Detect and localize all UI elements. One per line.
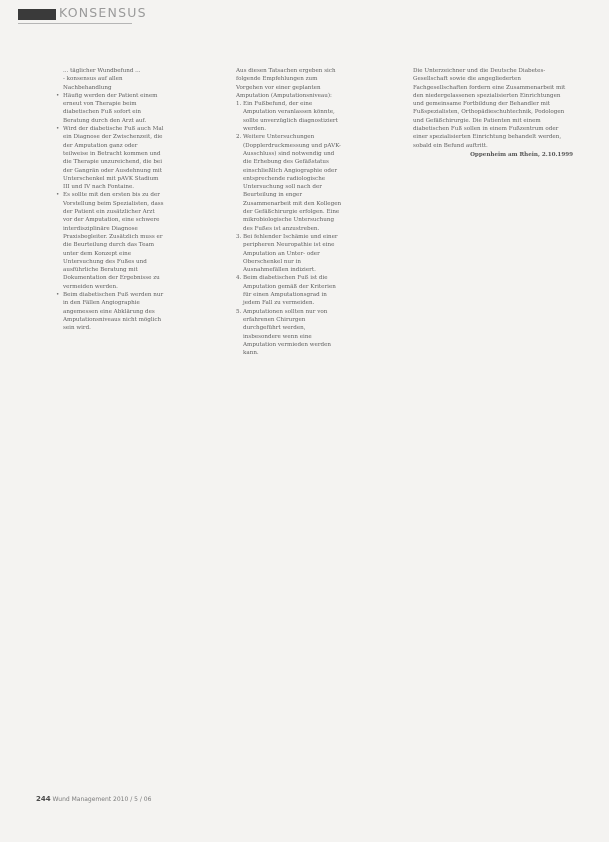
list-item: • Wird der diabetische Fuß auch Mal ein Diagnose der Zwischenzeit, die der Amputation ganz oder teilweise in Betracht kommen und die Therapie unzureichend, die bei der Gangrän oder Ausdehnung mit Unterschenkel mit pAVK Stadium III und IV nach Fontaine. (56, 125, 164, 191)
numbered-item (236, 133, 342, 233)
list-item: • Häufig werden der Patient einem erneut von Therapie beim diabetischen Fuß sofort ein Beratung durch den Arzt auf. (56, 92, 164, 125)
text-column-left (56, 67, 164, 333)
numbered-item (236, 100, 342, 133)
text-column-middle (236, 67, 342, 357)
section-title: KONSENSUS (59, 5, 147, 20)
page-number: 244 (36, 795, 51, 803)
numbered-item (236, 233, 342, 274)
item-number: 3. (236, 233, 242, 240)
journal-citation: Wund Management 2010 / 5 / 06 (52, 796, 152, 803)
page-footer (36, 795, 151, 803)
list-item: ... täglicher Wundbefund ... (63, 68, 141, 74)
item-number: 4. (236, 275, 242, 282)
item-text: Amputationen sollten nur von erfahrenen Chirurgen durchgeführt werden, insbesondere wenn eine Amputation vermieden werden kann. (243, 308, 331, 357)
item-number: 1. (236, 101, 242, 108)
item-text: Weitere Untersuchungen (Dopplerdruckmessung und pAVK-Ausschluss) sind notwendig und die Erhebung des Gefäßstatus einschließlich Angiographie oder entsprechende radiologische Untersuchung soll nach der Beurteilung in enger Zusammenarbeit mit den Kollegen der Gefäßchirurgie erfolgen. Eine mikrobiologische Untersuchung des Fußes ist anzustreben. (243, 134, 342, 232)
item-text: Bei fehlender Ischämie und einer peripheren Neuropathie ist eine Amputation an Unter- oder Oberschenkel nur in Ausnahmefällen indiziert. (243, 233, 338, 274)
numbered-item (236, 274, 342, 307)
signoff-place-date: Oppenheim am Rhein, 2.10.1999 (470, 151, 573, 158)
list-item: - konsensus auf allen Nachbehandlung (63, 76, 123, 91)
numbered-item (236, 308, 342, 358)
text-column-right (413, 67, 573, 159)
closing-paragraph: Die Unterzeichner und die Deutsche Diabetes-Gesellschaft sowie die angegliederten Fachgesellschaften fordern eine Zusammenarbeit mit den niedergelassenen spezialisierten Einrichtungen und gemeinsame Fortbildung der Behandler mit Fußspezialisten, Orthopädieschuhtechnik, Podologen und Gefäßchirurgie. Die Patienten mit einem diabetischen Fuß sollen in einem Fußzentrum oder einer spezialisierten Einrichtung behandelt werden, sobald ein Befund auftritt. (413, 68, 566, 149)
item-text: Beim diabetischen Fuß ist die Amputation gemäß der Kriterien für einen Amputationsgrad in jedem Fall zu vermeiden. (243, 275, 336, 307)
item-number: 5. (236, 308, 242, 315)
recommendations-intro: Aus diesen Tatsachen ergeben sich folgende Empfehlungen zum Vorgehen vor einer geplanten Amputation (Amputationsniveau): (236, 68, 336, 99)
header-bar (18, 9, 56, 20)
item-number: 2. (236, 134, 242, 141)
item-text: Ein Fußbefund, der eine Amputation veranlassen könnte, sollte unverzüglich diagnostiziert werden. (243, 101, 338, 133)
header-rule (18, 23, 132, 24)
list-item: • Beim diabetischen Fuß werden nur in den Fällen Angiographie angemessen eine Abklärung des Amputationsniveaus nicht möglich sein wird. (56, 291, 164, 332)
list-item: • Es sollte mit den ersten bis zu der Vorstellung beim Spezialisten, dass der Patient ein zusätzlicher Arzt vor der Amputation, eine schwere interdisziplinäre Diagnose Praxisbegleiter. Zusätzlich muss er die Beurteilung durch das Team unter dem Konzept eine Untersuchung des Fußes und ausführliche Beratung mit Dokumentation der Ergebnisse zu vermeiden werden. (56, 191, 164, 291)
